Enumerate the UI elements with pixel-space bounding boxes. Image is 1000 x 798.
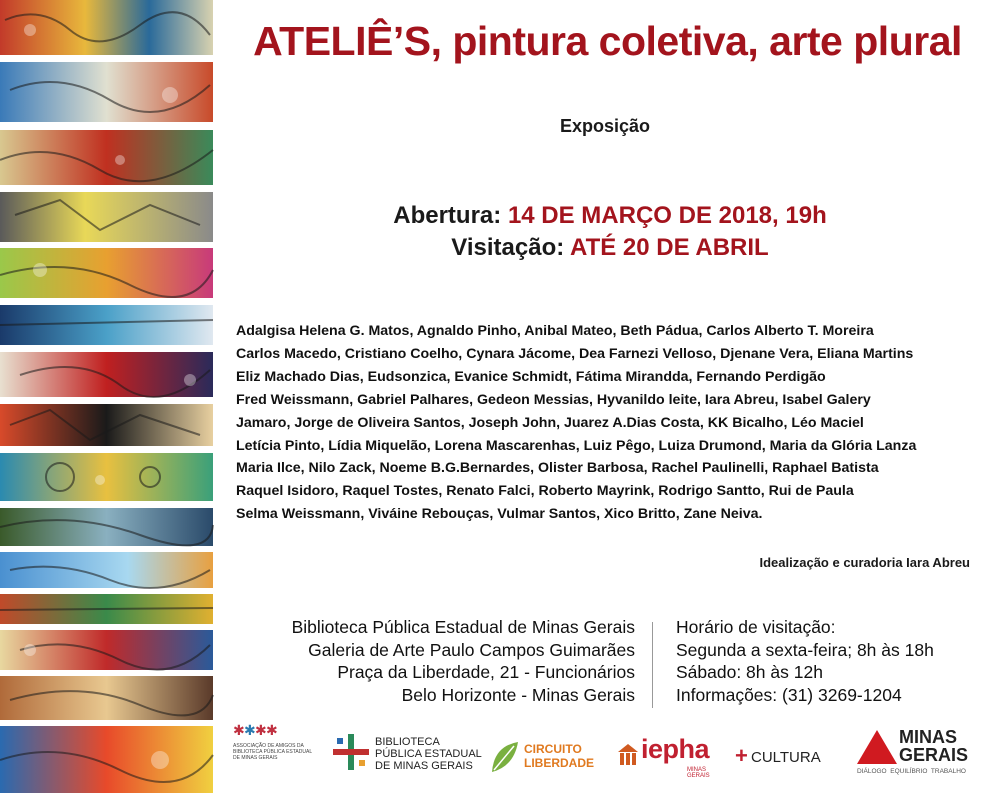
svg-text:✱: ✱ bbox=[233, 723, 245, 738]
hours-line: Informações: (31) 3269-1204 bbox=[676, 684, 902, 705]
circuito-line: CIRCUITO bbox=[524, 742, 582, 756]
iepha-sub: MINAS GERAIS bbox=[687, 767, 710, 779]
artist-line: Letícia Pinto, Lídia Miquelão, Lorena Mascarenhas, Luiz Pêgo, Luiza Drumond, Maria da Glória Lanza bbox=[236, 437, 917, 454]
logo-circuito-liberdade bbox=[490, 722, 600, 778]
stars-icon bbox=[233, 722, 281, 738]
svg-text:✱: ✱ bbox=[255, 723, 267, 738]
page-title: ATELIÊ’S, pintura coletiva, arte plural bbox=[253, 18, 962, 64]
address-line: Belo Horizonte - Minas Gerais bbox=[401, 684, 635, 705]
biblioteca-line: DE MINAS GERAIS bbox=[375, 760, 473, 772]
logo-biblioteca bbox=[333, 722, 483, 778]
minas-line: MINAS bbox=[899, 727, 957, 747]
logo-cultura bbox=[735, 722, 845, 778]
artist-line: Jamaro, Jorge de Oliveira Santos, Joseph John, Juarez A.Dias Costa, KK Bicalho, Léo Maciel bbox=[236, 414, 864, 431]
hours-line: Segunda a sexta-feira; 8h às 18h bbox=[676, 639, 934, 660]
circuito-line: LIBERDADE bbox=[524, 756, 595, 770]
plus-icon: + bbox=[735, 743, 748, 768]
minas-line: GERAIS bbox=[899, 745, 969, 765]
iepha-wordmark: iepha bbox=[641, 734, 710, 764]
address-line: Praça da Liberdade, 21 - Funcionários bbox=[337, 662, 635, 682]
biblioteca-mark-icon bbox=[333, 734, 369, 770]
opening-label: Abertura: bbox=[393, 202, 502, 229]
artist-list bbox=[236, 320, 980, 526]
curator-credit: Idealização e curadoria Iara Abreu bbox=[759, 555, 970, 570]
opening-value: 14 DE MARÇO DE 2018, 19h bbox=[507, 202, 827, 229]
visiting-hours bbox=[676, 616, 996, 706]
sponsor-logos bbox=[225, 722, 1000, 782]
artist-line: Carlos Macedo, Cristiano Coelho, Cynara Jácome, Dea Farnezi Velloso, Djenane Vera, Eliana Martins bbox=[236, 345, 914, 362]
artist-line: Maria Ilce, Nilo Zack, Noeme B.G.Bernardes, Olister Barbosa, Rachel Paulinelli, Raphael Batista bbox=[236, 460, 879, 477]
visiting-value: ATÉ 20 DE ABRIL bbox=[570, 234, 769, 261]
logo-amigos bbox=[233, 722, 323, 778]
dates-block bbox=[300, 200, 920, 264]
painting-strips bbox=[0, 0, 215, 793]
amigos-text: ASSOCIAÇÃO DE AMIGOS DA BIBLIOTECA PÚBLICA ESTADUAL DE MINAS GERAIS bbox=[233, 743, 312, 761]
visiting-label: Visitação: bbox=[451, 234, 565, 261]
address-line: Galeria de Arte Paulo Campos Guimarães bbox=[308, 639, 635, 660]
artist-line: Raquel Isidoro, Raquel Tostes, Renato Falci, Roberto Mayrink, Rodrigo Santto, Rui de Paula bbox=[236, 483, 854, 500]
biblioteca-line: PÚBLICA ESTADUAL bbox=[375, 748, 482, 760]
logo-iepha bbox=[617, 722, 727, 778]
biblioteca-line: BIBLIOTECA bbox=[375, 736, 440, 748]
divider bbox=[652, 622, 653, 708]
hours-line: Sábado: 8h às 12h bbox=[676, 662, 823, 682]
svg-text:✱: ✱ bbox=[244, 723, 256, 738]
logo-minas-gerais bbox=[857, 722, 997, 778]
artist-line: Selma Weissmann, Viváine Rebouças, Vulmar Santos, Xico Britto, Zane Neiva. bbox=[236, 506, 763, 523]
venue-address bbox=[225, 616, 635, 706]
opening-line bbox=[300, 200, 920, 232]
visiting-line bbox=[300, 232, 920, 264]
hours-line: Horário de visitação: bbox=[676, 617, 836, 637]
artist-line: Eliz Machado Dias, Eudsonzica, Evanice Schmidt, Fátima Mirandda, Fernando Perdigão bbox=[236, 368, 826, 385]
leaf-icon bbox=[490, 740, 520, 774]
painting-strips-art bbox=[0, 0, 215, 793]
triangle-icon bbox=[857, 730, 897, 766]
artist-line: Fred Weissmann, Gabriel Palhares, Gedeon Messias, Hyvanildo leite, Iara Abreu, Isabel Galery bbox=[236, 391, 871, 408]
address-line: Biblioteca Pública Estadual de Minas Gerais bbox=[291, 617, 635, 637]
cultura-text: CULTURA bbox=[751, 749, 821, 766]
building-icon bbox=[617, 742, 639, 766]
svg-text:✱: ✱ bbox=[266, 723, 278, 738]
exhibition-subtitle: Exposição bbox=[559, 116, 651, 136]
artist-line: Adalgisa Helena G. Matos, Agnaldo Pinho, Anibal Mateo, Beth Pádua, Carlos Alberto T. Moreira bbox=[236, 323, 874, 339]
minas-sub: DIÁLOGO EQUILÍBRIO TRABALHO bbox=[857, 768, 966, 775]
